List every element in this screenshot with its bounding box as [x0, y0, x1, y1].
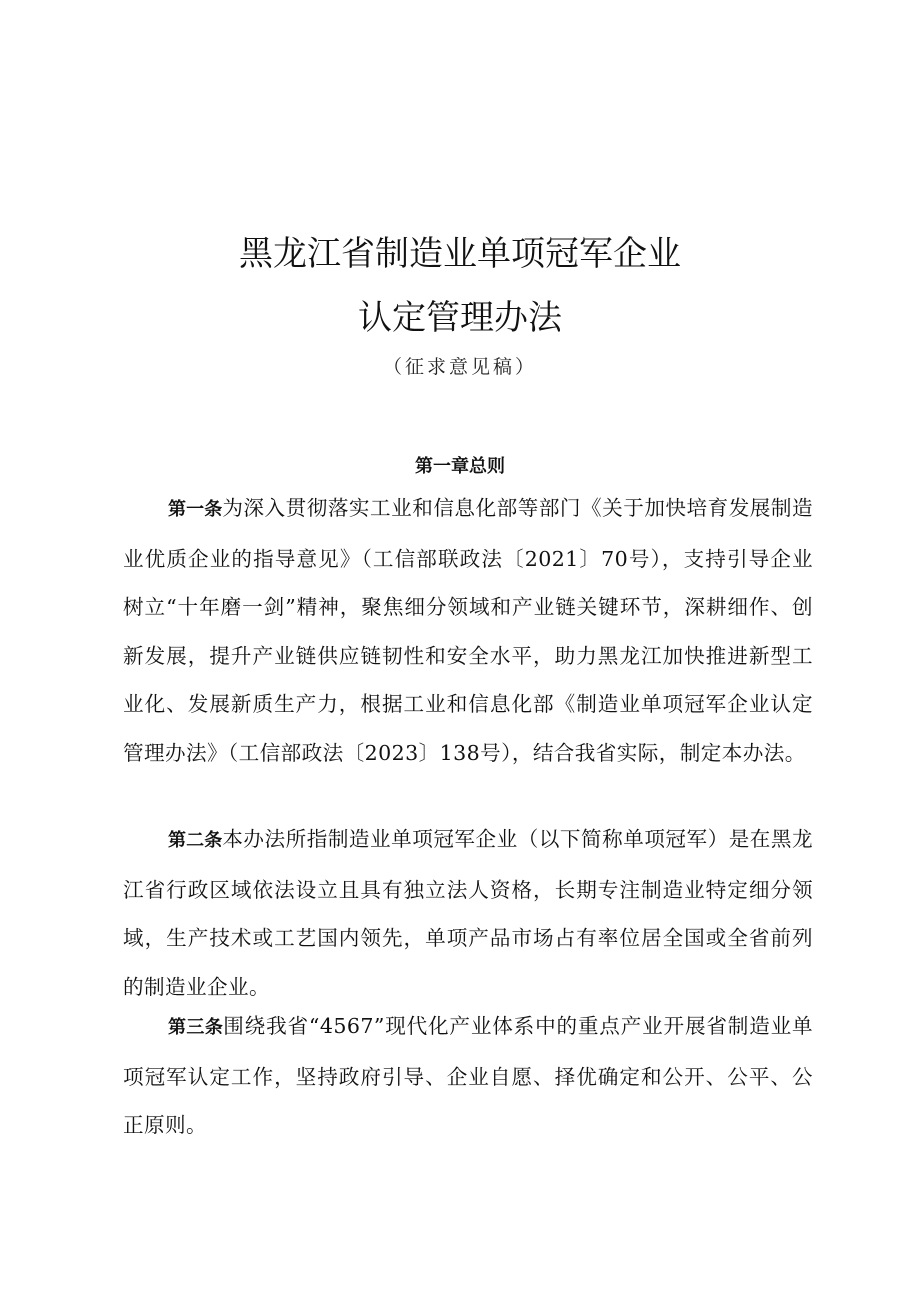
document-subtitle: （征求意见稿）	[382, 356, 537, 378]
article-3	[123, 1002, 813, 1150]
article-1-label: 第一条	[168, 499, 223, 520]
article-3-label: 第三条	[168, 1017, 224, 1038]
article-2-label: 第二条	[168, 830, 223, 851]
document-title-line-1: 黑龙江省制造业单项冠军企业	[239, 234, 681, 274]
article-1-text: 为深入贯彻落实工业和信息化部等部门《关于加快培育发展制造业优质企业的指导意见》（工信部联政法〔2021〕70号），支持引导企业树立“十年磨一剑”精神，聚焦细分领域和产业链关键环节，深耕细作、创新发展，提升产业链供应链韧性和安全水平，助力黑龙江加快推进新型工业化、发展新质生产力，根据工业和信息化部《制造业单项冠军企业认定管理办法》（工信部政法〔2023〕138号），结合我省实际，制定本办法。	[123, 496, 814, 765]
document-title-line-2: 认定管理办法	[358, 298, 562, 338]
article-1	[123, 484, 813, 777]
chapter-heading: 第一章总则	[415, 456, 505, 477]
article-3-text: 围绕我省“4567”现代化产业体系中的重点产业开展省制造业单项冠军认定工作，坚持政府引导、企业自愿、择优确定和公开、公平、公正原则。	[123, 1014, 814, 1137]
article-2-text: 本办法所指制造业单项冠军企业（以下简称单项冠军）是在黑龙江省行政区域依法设立且具有独立法人资格，长期专注制造业特定细分领域，生产技术或工艺国内领先，单项产品市场占有率位居全国或全省前列的制造业企业。	[123, 827, 814, 999]
article-2	[123, 815, 813, 1011]
